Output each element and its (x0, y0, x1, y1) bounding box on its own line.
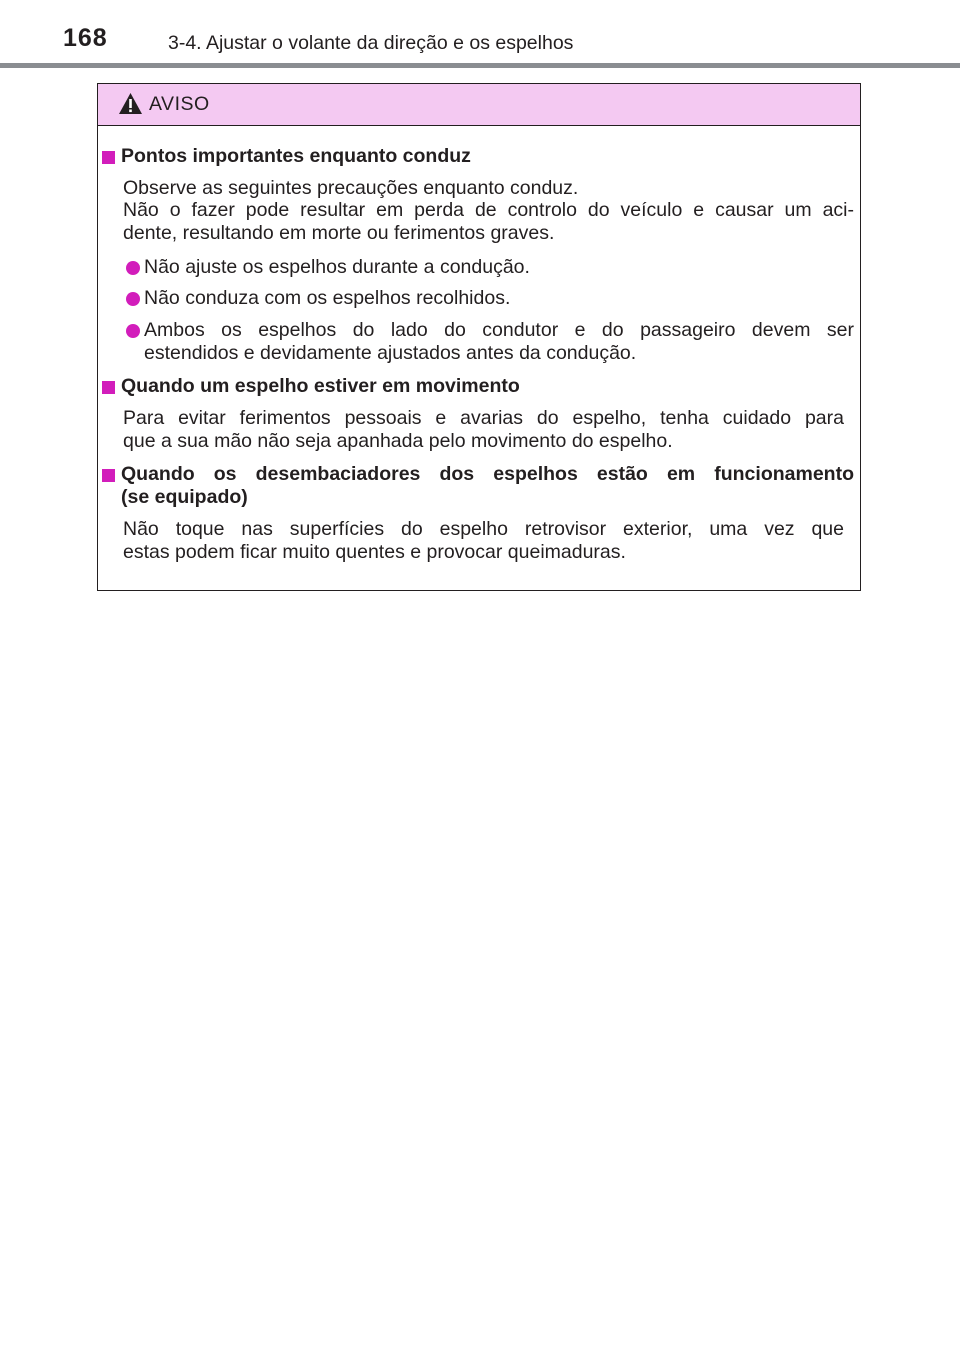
round-bullet-icon (126, 261, 140, 275)
page-number: 168 (63, 24, 108, 52)
bullet-text: Ambos os espelhos do lado do condutor e do passageiro devem ser (144, 319, 854, 341)
warning-triangle-icon (118, 92, 143, 115)
bullet-text: estendidos e devidamente ajustados antes da condução. (144, 342, 637, 364)
square-bullet-icon (102, 381, 115, 394)
square-bullet-icon (102, 469, 115, 482)
body-line: Observe as seguintes precauções enquanto conduz. (123, 177, 579, 199)
body-line: dente, resultando em morte ou ferimentos graves. (123, 222, 555, 244)
body-line: Para evitar ferimentos pessoais e avarias do espelho, tenha cuidado para (123, 407, 844, 429)
section-heading: (se equipado) (121, 486, 248, 508)
section-heading: Pontos importantes enquanto conduz (121, 145, 471, 167)
warning-header (98, 84, 860, 126)
body-line: que a sua mão não seja apanhada pelo movimento do espelho. (123, 430, 673, 452)
section-heading: Quando um espelho estiver em movimento (121, 375, 520, 397)
bullet-text: Não ajuste os espelhos durante a condução. (144, 256, 530, 278)
bullet-text: Não conduza com os espelhos recolhidos. (144, 287, 511, 309)
round-bullet-icon (126, 324, 140, 338)
body-line: Não toque nas superfícies do espelho retrovisor exterior, uma vez que (123, 518, 844, 540)
warning-label: AVISO (149, 93, 210, 115)
header-rule (0, 63, 960, 68)
round-bullet-icon (126, 292, 140, 306)
body-line: Não o fazer pode resultar em perda de controlo do veículo e causar um aci- (123, 199, 854, 221)
body-line: estas podem ficar muito quentes e provocar queimaduras. (123, 541, 626, 563)
section-title: 3-4. Ajustar o volante da direção e os espelhos (168, 32, 574, 54)
warning-box (97, 83, 861, 591)
square-bullet-icon (102, 151, 115, 164)
section-heading: Quando os desembaciadores dos espelhos estão em funcionamento (121, 463, 854, 485)
